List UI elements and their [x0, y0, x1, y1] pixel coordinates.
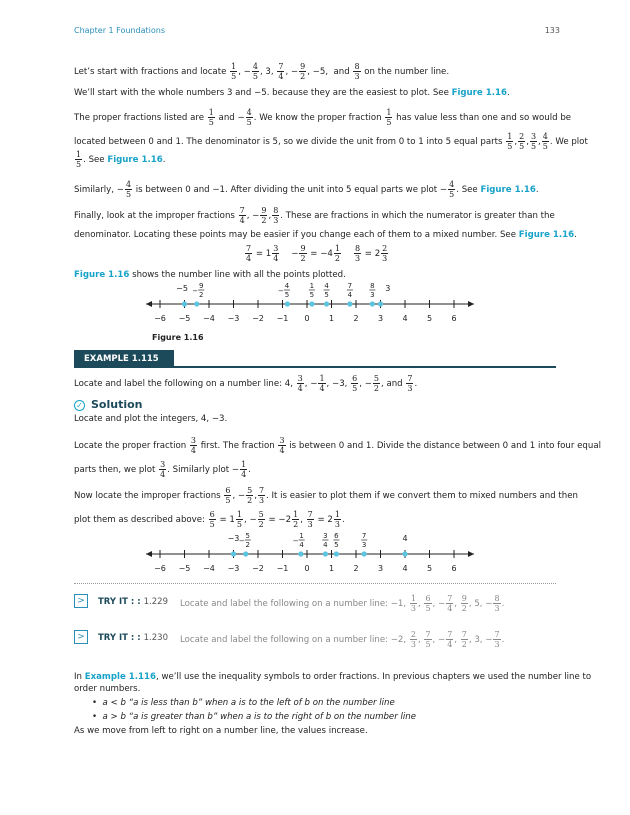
plotted-point — [323, 551, 328, 556]
try-it-2-expand-chevron-icon[interactable]: > — [74, 630, 88, 644]
tick-label: 2 — [353, 314, 359, 323]
try-it-2-text: Locate and label the following on a number line: −2, $\frac{2}{3}$ , $\frac{7}{5}$ , − $\frac{7}{4}$ , $\frac{7}{2}$ , 3, − $\frac{7}{3}$ . — [180, 630, 505, 649]
tick-label: 6 — [451, 314, 457, 323]
try-it-1-label: TRY IT : : 1.229 — [98, 597, 168, 607]
intro-line-8: denominator. Locating these points may be easier if you change each of them to a mixed number. See Figure 1.16. — [74, 230, 577, 240]
tick-label: −1 — [276, 564, 289, 573]
plotted-point — [309, 301, 314, 306]
fraction-numerator: 5 — [245, 532, 250, 540]
tick-label: 1 — [328, 314, 335, 323]
tick-label: −5 — [178, 314, 191, 323]
plotted-point — [334, 551, 339, 556]
point-label: −3 — [227, 534, 240, 543]
tick-label: −6 — [154, 314, 166, 323]
plotted-point — [378, 301, 383, 306]
solution-heading: ✓ Solution — [74, 398, 143, 411]
tick-label: 5 — [426, 564, 433, 573]
tick-label: −5 — [178, 564, 191, 573]
number-line-example-1-115 — [140, 532, 480, 578]
point-label: 4 — [402, 534, 408, 543]
fraction-numerator: 7 — [347, 282, 353, 290]
plotted-point — [402, 551, 407, 556]
fraction-denominator: 5 — [284, 291, 290, 299]
fraction-numerator: 4 — [324, 282, 329, 290]
intro-line-1: Let’s start with fractions and locate $\frac{1}{5}$ , − $\frac{4}{5}$ , 3, $\frac{7}{4}$ , − $\frac{9}{2}$ , −5, and $\frac{8}{3}$ on the number line. — [74, 62, 450, 81]
chapter-header: Chapter 1 Foundations — [74, 26, 165, 35]
tick-label: 0 — [304, 314, 310, 323]
plotted-point — [243, 551, 248, 556]
tick-label: 0 — [304, 564, 310, 573]
try-it-1-text: Locate and label the following on a number line: −1, $\frac{1}{3}$ , $\frac{6}{5}$ , − $\frac{7}{4}$ , $\frac{9}{2}$ , 5, − $\frac{8}{3}$ . — [180, 594, 505, 613]
plotted-point — [324, 301, 329, 306]
arrow-right-icon — [468, 551, 474, 557]
fraction-sign: − — [292, 537, 299, 545]
fraction-numerator: 1 — [299, 532, 304, 540]
fraction-denominator: 5 — [309, 291, 315, 299]
tick-label: −1 — [276, 314, 289, 323]
plotted-point — [231, 551, 236, 556]
point-label: 3 — [385, 284, 391, 293]
intro-line-10: Figure 1.16 shows the number line with all the points plotted. — [74, 270, 346, 280]
arrow-left-icon — [146, 301, 152, 307]
plotted-point — [182, 301, 187, 306]
tick-label: 4 — [402, 314, 408, 323]
plotted-point — [194, 301, 199, 306]
fraction-numerator: 8 — [370, 282, 375, 290]
plotted-point — [298, 551, 303, 556]
intro-line-6: Similarly, − $\frac{4}{5}$ is between 0 and −1. After dividing the unit into 5 equal parts we plot − $\frac{4}{5}$ . See Figure 1.16. — [74, 180, 539, 199]
closing-line-1: In Example 1.116, we’ll use the inequality symbols to order fractions. In previous chapters we used the number line to — [74, 672, 592, 682]
example-banner: EXAMPLE 1.115 — [74, 350, 174, 367]
fraction-denominator: 4 — [347, 291, 353, 299]
bullet-less-than: • a < b “a is less than b” when a is to the left of b on the number line — [92, 698, 395, 708]
tick-label: −3 — [227, 314, 240, 323]
intro-line-3: The proper fractions listed are $\frac{1}{5}$ and − $\frac{4}{5}$ . We know the proper fraction $\frac{1}{5}$ has value less than one and so would be — [74, 108, 572, 127]
figure-link[interactable]: Figure 1.16 — [451, 88, 507, 98]
plotted-point — [362, 551, 367, 556]
try-it-2-label: TRY IT : : 1.230 — [98, 633, 168, 643]
tick-label: 3 — [377, 564, 384, 573]
example-prompt: Locate and label the following on a number line: 4, $\frac{3}{4}$ , − $\frac{1}{4}$ , −3, $\frac{6}{5}$ , − $\frac{5}{2}$ , and $\frac{7}{3}$ . — [74, 374, 418, 393]
intro-line-5: $\frac{1}{5}$ . See Figure 1.16. — [76, 150, 166, 169]
intro-line-2: We’ll start with the whole numbers 3 and −5. because they are the easiest to plot. See Figure 1.16. — [74, 88, 510, 98]
fraction-denominator: 4 — [323, 541, 328, 549]
plotted-point — [347, 301, 352, 306]
plotted-point — [285, 301, 290, 306]
tick-label: −6 — [154, 564, 166, 573]
fraction-numerator: 1 — [309, 282, 315, 290]
solution-line-4: Now locate the improper fractions $\frac{6}{5}$ , − $\frac{5}{2}$ , $\frac{7}{3}$ . It is easier to plot them if we convert them to mixed numbers and then — [74, 486, 578, 505]
tick-label: 4 — [402, 564, 408, 573]
fraction-sign: − — [238, 537, 245, 545]
fraction-numerator: 6 — [334, 532, 339, 540]
fraction-numerator: 9 — [198, 282, 204, 290]
intro-line-7: Finally, look at the improper fractions $\frac{7}{4}$ , − $\frac{9}{2}$ , $\frac{8}{3}$ . These are fractions in which the numerator is greater than the — [74, 206, 555, 225]
tick-label: 1 — [328, 564, 335, 573]
tick-label: −2 — [252, 314, 264, 323]
fraction-numerator: 3 — [323, 532, 328, 540]
closing-line-3: As we move from left to right on a number line, the values increase. — [74, 726, 368, 736]
fraction-numerator: 7 — [361, 532, 367, 540]
solution-line-5: plot them as described above: $\frac{6}{5}$ = 1 $\frac{1}{5}$ , − $\frac{5}{2}$ = −2 $\frac{1}{2}$ , $\frac{7}{3}$ = 2 $\frac{1}{3}$ . — [74, 510, 345, 529]
number-line-figure-1-16 — [140, 282, 480, 328]
tick-label: −3 — [227, 564, 240, 573]
tick-label: 5 — [426, 314, 433, 323]
fraction-denominator: 3 — [370, 291, 375, 299]
bullet-greater-than: • a > b “a is greater than b” when a is to the right of b on the number line — [92, 712, 416, 722]
tick-label: −4 — [203, 564, 215, 573]
try-it-divider — [74, 583, 556, 584]
tick-label: 2 — [353, 564, 359, 573]
fraction-denominator: 5 — [324, 291, 329, 299]
fraction-denominator: 5 — [334, 541, 339, 549]
example-link[interactable]: Example 1.116 — [84, 672, 156, 682]
fraction-denominator: 3 — [361, 541, 367, 549]
tick-label: −4 — [203, 314, 215, 323]
figure-caption: Figure 1.16 — [152, 333, 204, 342]
fraction-denominator: 2 — [198, 291, 204, 299]
solution-line-3: parts then, we plot $\frac{3}{4}$ . Similarly plot − $\frac{1}{4}$ . — [74, 460, 251, 479]
try-it-1-expand-chevron-icon[interactable]: > — [74, 594, 88, 608]
check-circle-icon: ✓ — [74, 400, 85, 411]
solution-line-1: Locate and plot the integers, 4, −3. — [74, 414, 228, 424]
example-divider — [74, 366, 556, 368]
fraction-numerator: 4 — [284, 282, 290, 290]
tick-label: 3 — [377, 314, 384, 323]
plotted-point — [370, 301, 375, 306]
fraction-sign: − — [278, 287, 284, 295]
arrow-left-icon — [146, 551, 152, 557]
closing-line-2: order numbers. — [74, 684, 141, 694]
intro-line-4: located between 0 and 1. The denominator is 5, so we divide the unit from 0 to 1 into 5 equal parts $\frac{1}{5}$ , $\frac{2}{5}$ , $\frac{3}{5}$ , $\frac{4}{5}$ . We plot — [74, 132, 588, 151]
tick-label: −2 — [252, 564, 264, 573]
fraction-denominator: 2 — [245, 541, 250, 549]
tick-label: 6 — [451, 564, 457, 573]
fraction-sign: − — [192, 287, 199, 295]
fraction-denominator: 4 — [299, 541, 304, 549]
page-number: 133 — [544, 26, 560, 35]
solution-line-2: Locate the proper fraction $\frac{3}{4}$ first. The fraction $\frac{3}{4}$ is between 0 and 1. Divide the distance between 0 and 1 into four equal — [74, 436, 601, 455]
arrow-right-icon — [468, 301, 474, 307]
mixed-number-equations: $\frac{7}{4}$ = 1 $\frac{3}{4}$ − $\frac{9}{2}$ = −4 $\frac{1}{2}$ $\frac{8}{3}$ = 2 $\frac{2}{3}$ — [246, 244, 388, 263]
point-label: −5 — [176, 284, 188, 293]
